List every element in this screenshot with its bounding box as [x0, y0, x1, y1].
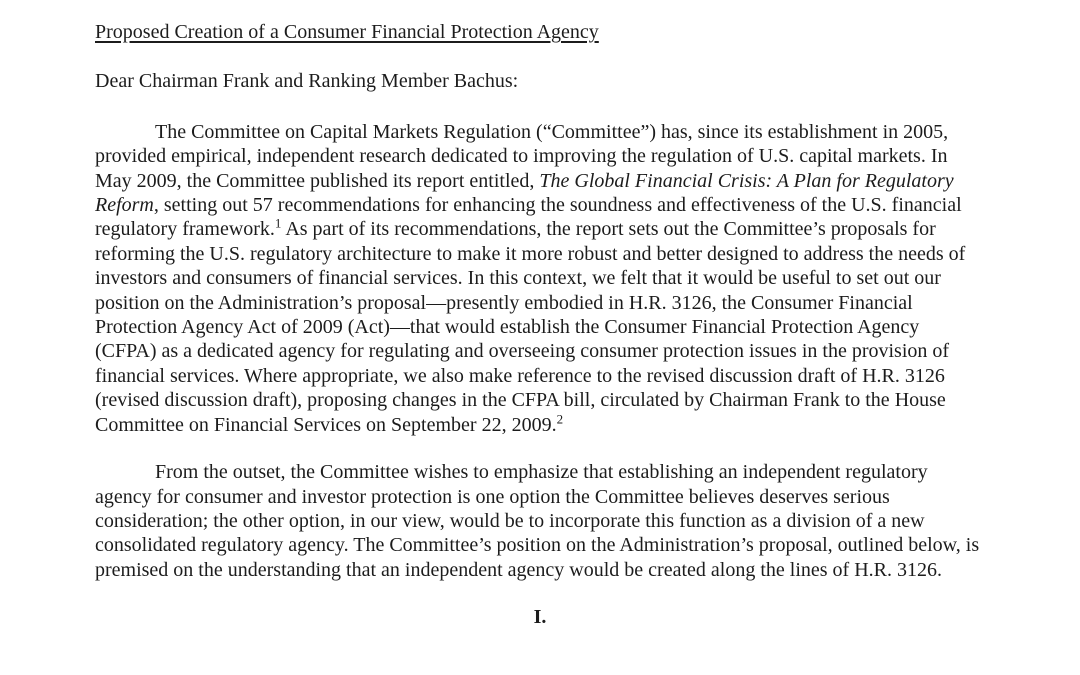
- section-heading: I.: [533, 606, 547, 629]
- document-body: [95, 120, 985, 582]
- text-run: As part of its recommendations, the report sets out the Committee’s proposals for reforming the U.S. regulatory architecture to make it more robust and better designed to address the needs of investors and consumers of financial services. In this context, we felt that it would be useful to set out our position on the Administration’s proposal—presently embodied in H.R. 3126, the Consumer Financial Protection Agency Act of 2009 (Act)—that would establish the Consumer Financial Protection Agency (CFPA) as a dedicated agency for regulating and overseeing consumer protection issues in the provision of financial services. Where appropriate, we also make reference to the revised discussion draft of H.R. 3126 (revised discussion draft), proposing changes in the CFPA bill, circulated by Chairman Frank to the House Committee on Financial Services on September 22, 2009.: [95, 218, 966, 436]
- text-run: The Global Financial Crisis: A Plan for Regulatory Reform: [95, 169, 954, 217]
- text-run: The Committee on Capital Markets Regulation (“Committee”) has, since its establishment in 2005, provided empirical, independent research dedicated to improving the regulation of U.S. capital markets. In May 2009, the Committee published its report entitled,: [95, 120, 949, 192]
- document-title: Proposed Creation of a Consumer Financial Protection Agency: [95, 21, 599, 43]
- footnote-marker: 1: [274, 215, 282, 231]
- footnote-marker: 2: [556, 411, 564, 427]
- paragraph: [95, 460, 985, 582]
- text-run: From the outset, the Committee wishes to emphasize that establishing an independent regulatory agency for consumer and investor protection is one option the Committee believes deserves serious consideration; the other option, in our view, would be to incorporate this function as a division of a new consolidated regulatory agency. The Committee’s position on the Administration’s proposal, outlined below, is premised on the understanding that an independent agency would be created along the lines of H.R. 3126.: [95, 461, 980, 581]
- text-run: , setting out 57 recommendations for enhancing the soundness and effectiveness of the U.S. financial regulatory framework.: [95, 194, 962, 241]
- paragraph: [95, 120, 985, 437]
- salutation: Dear Chairman Frank and Ranking Member Bachus:: [95, 70, 519, 93]
